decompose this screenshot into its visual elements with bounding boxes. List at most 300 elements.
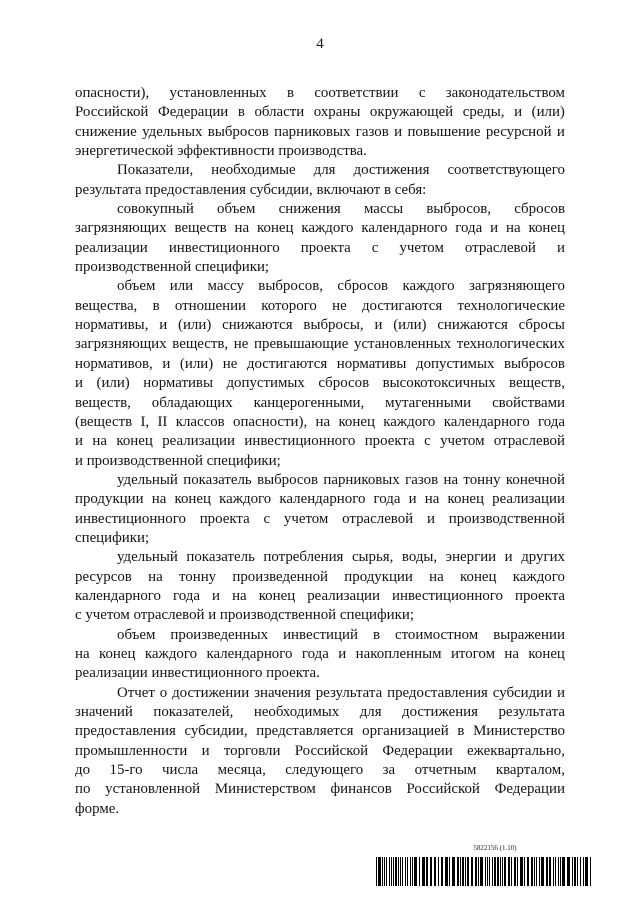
barcode-bar <box>412 857 413 886</box>
word: и <box>338 645 347 662</box>
word: и <box>201 742 210 759</box>
word: инвестиционного <box>75 510 186 527</box>
word: I, <box>140 413 150 430</box>
word: конец <box>174 491 211 508</box>
word: объем <box>217 201 256 218</box>
word: загрязняющего <box>468 278 565 295</box>
word: организацией <box>362 723 449 740</box>
word: инвестиционного <box>244 433 356 450</box>
word: на <box>148 568 163 585</box>
word: не <box>332 297 347 314</box>
word: которого <box>261 297 317 314</box>
word: каждого <box>512 568 565 585</box>
word: показатель <box>186 549 255 566</box>
word: удельный <box>117 549 178 566</box>
word: достижения <box>402 704 478 720</box>
text-line <box>75 200 565 219</box>
word: выбросов <box>503 355 565 372</box>
barcode-bar <box>395 857 397 886</box>
word: сбросов <box>318 375 370 392</box>
word: объем <box>117 626 156 643</box>
barcode-bar <box>400 857 401 886</box>
text-line: результата предоставления субсидии, включают в себя: <box>75 181 427 198</box>
word: месяца, <box>217 762 266 779</box>
word: сбросов <box>337 278 389 295</box>
word: стоимостном <box>394 626 479 643</box>
word: каждого <box>301 220 354 237</box>
barcode-bar <box>511 857 512 886</box>
word: и <box>159 317 168 334</box>
word: значений <box>75 704 133 720</box>
barcode-bar <box>508 857 510 886</box>
text-line <box>75 316 565 335</box>
paragraph-investment-volume <box>75 626 565 684</box>
word: накопленным <box>355 645 442 662</box>
word: веществ, <box>509 375 565 392</box>
word: нормативы, <box>75 317 149 334</box>
barcode-bar <box>531 857 533 886</box>
word: продукции <box>75 491 144 508</box>
word: результата <box>498 704 565 720</box>
page-number: 4 <box>316 36 324 52</box>
word: Российской <box>294 742 369 759</box>
word: для <box>313 162 336 179</box>
word: итогом <box>450 645 495 662</box>
word: проекта <box>364 433 415 450</box>
text-line <box>75 335 565 354</box>
word: 15-го <box>109 762 143 779</box>
barcode-bar <box>585 857 588 886</box>
word: на <box>75 645 90 662</box>
word: нормативы <box>143 375 213 392</box>
barcode-bar <box>546 857 548 886</box>
barcode-bar <box>560 857 561 886</box>
word: показателей, <box>153 704 234 720</box>
word: массы <box>363 201 404 218</box>
word: года <box>538 413 565 430</box>
word: инвестиций <box>283 626 358 643</box>
word: каждого <box>144 645 198 662</box>
barcode-bar <box>434 857 436 886</box>
word: энергии <box>445 549 497 566</box>
barcode-bar <box>405 857 406 886</box>
barcode-bar <box>527 857 529 886</box>
word: финансов <box>330 781 392 798</box>
barcode-bar <box>384 857 385 886</box>
word: учетом <box>440 433 485 450</box>
word: объем <box>117 278 156 295</box>
word: инвестиционного <box>392 587 503 604</box>
word: снижаются <box>222 317 293 334</box>
barcode-bar <box>441 857 443 886</box>
word: снижение <box>75 123 137 140</box>
text-line <box>75 355 565 374</box>
word: учетом <box>399 239 444 256</box>
word: массу <box>207 278 244 295</box>
word: Министерство <box>473 723 565 740</box>
word: (или) <box>179 355 214 372</box>
word: на <box>504 645 519 662</box>
word: ресурсной <box>485 123 552 140</box>
word: и <box>394 123 403 140</box>
word: установленной <box>105 781 201 798</box>
word: каждого <box>383 413 436 430</box>
word: нормативов, <box>75 355 153 372</box>
word: загрязняющих <box>75 336 167 353</box>
word: конец <box>528 645 565 662</box>
word: отраслевой <box>493 433 565 450</box>
word: высокотоксичных <box>382 375 496 392</box>
word: окружающей <box>369 104 454 121</box>
paragraph-report-submission <box>75 684 565 819</box>
word: для <box>359 704 382 720</box>
word: с <box>371 239 379 256</box>
word: тонну <box>463 471 501 488</box>
barcode-bar <box>457 857 459 886</box>
word: достижения <box>353 162 430 179</box>
word: воды, <box>401 549 438 566</box>
word: удельный <box>117 471 178 488</box>
word: календарного <box>75 587 161 604</box>
word: календарного <box>443 413 530 430</box>
text-line <box>75 703 565 722</box>
barcode-bar <box>520 857 523 886</box>
word: учетом <box>283 510 329 527</box>
word: за <box>382 762 396 779</box>
barcode-bar <box>504 857 506 886</box>
word: классов <box>175 413 225 430</box>
word: (или) <box>393 317 427 334</box>
word: на <box>151 491 167 508</box>
text-line <box>75 684 565 703</box>
word: и <box>374 317 383 334</box>
paragraph-greenhouse-intensity <box>75 471 565 548</box>
word: выбросов <box>207 123 269 140</box>
word: достигаются <box>246 355 328 372</box>
word: календарного <box>206 645 293 662</box>
barcode-bar <box>574 857 576 886</box>
barcode-bar <box>467 857 469 886</box>
barcode-bar <box>471 857 473 886</box>
barcode-bar <box>487 857 488 886</box>
word: в <box>237 104 245 121</box>
word: парниковых <box>274 123 351 140</box>
word: (или) <box>531 104 565 121</box>
text-line: энергетической эффективности производства. <box>75 143 367 160</box>
word: свойствами <box>492 394 565 411</box>
word: отраслевой <box>464 239 536 256</box>
word: сбросы <box>518 317 565 334</box>
word: проекта <box>199 510 250 527</box>
text-line <box>75 568 565 587</box>
word: других <box>521 549 565 566</box>
word: соответствующего <box>447 162 565 179</box>
word: Федерации <box>382 742 453 759</box>
word: II <box>157 413 168 430</box>
barcode-bar <box>410 857 411 886</box>
barcode-bar <box>549 857 551 886</box>
text-line <box>75 780 565 799</box>
barcode-bar <box>462 857 464 886</box>
barcode-bar <box>414 857 417 886</box>
word: сырья, <box>351 549 394 566</box>
word: области <box>254 104 305 121</box>
paragraph-resource-consumption <box>75 548 565 625</box>
word: соответствии <box>314 85 399 101</box>
word: субсидии, <box>184 723 248 740</box>
text-line <box>75 722 565 741</box>
word: мутагенными <box>385 394 472 411</box>
barcode-bar <box>465 857 466 886</box>
barcode-bar <box>378 857 381 886</box>
text-line <box>75 239 565 258</box>
word: на <box>443 471 459 488</box>
barcode-bar <box>553 857 554 886</box>
word: кварталом, <box>495 762 565 779</box>
paragraph-indicators-intro <box>75 161 565 200</box>
text-line <box>75 123 565 142</box>
word: года <box>373 491 401 508</box>
word: календарного <box>279 491 366 508</box>
word: выражении <box>493 626 565 643</box>
text-line <box>75 103 565 122</box>
barcode-bar <box>558 857 559 886</box>
text-line <box>75 471 565 490</box>
word: торговли <box>223 742 281 759</box>
word: не <box>222 355 238 372</box>
word: установленных <box>169 85 267 101</box>
barcode-bar <box>500 857 501 886</box>
word: установленных <box>354 336 452 353</box>
word: календарного <box>361 220 448 237</box>
word: на <box>232 587 247 604</box>
barcode-bar <box>577 857 578 886</box>
word: реализации <box>492 491 565 508</box>
word: продукции <box>344 568 413 585</box>
word: конец <box>258 587 296 604</box>
barcode-bar <box>583 857 584 886</box>
word: выбросов, <box>258 278 323 295</box>
word: показатель <box>183 471 252 488</box>
word: парниковых <box>323 471 400 488</box>
word: Федерации <box>494 781 565 798</box>
word: охраны <box>313 104 361 121</box>
word: представляется <box>256 723 354 740</box>
word: потребления <box>263 549 344 566</box>
word: (веществ <box>75 413 133 430</box>
barcode <box>376 857 592 886</box>
text-line <box>75 161 565 180</box>
word: реализации <box>307 587 380 604</box>
word: конец <box>528 220 565 237</box>
word: повышение <box>407 123 481 140</box>
text-line: производственной специфики; <box>75 259 270 276</box>
document-code: 5822156 (1.10) <box>473 844 517 852</box>
text-line <box>75 510 565 529</box>
barcode-bar <box>407 857 408 886</box>
word: загрязняющих <box>75 220 167 237</box>
word: конец <box>99 645 136 662</box>
barcode-bar <box>539 857 540 886</box>
paragraph-pollutant-volume <box>75 277 565 470</box>
word: (или) <box>96 375 130 392</box>
text-line <box>75 277 565 296</box>
text-line <box>75 413 565 432</box>
text-line: форме. <box>75 800 120 817</box>
word: вещества, <box>75 297 138 314</box>
word: веществ, <box>75 394 131 411</box>
text-line <box>75 742 565 761</box>
word: конечной <box>505 471 565 488</box>
word: технологические <box>457 297 565 314</box>
word: в <box>372 626 380 643</box>
barcode-bar <box>449 857 450 886</box>
word: опасности), <box>233 413 308 430</box>
word: предоставления <box>75 723 176 740</box>
word: Отчет <box>117 684 155 701</box>
barcode-bar <box>430 857 432 886</box>
text-line: и производственной специфики; <box>75 452 281 469</box>
word: на <box>315 413 331 430</box>
word: года <box>455 220 483 237</box>
word: газов <box>355 123 389 140</box>
word: на <box>429 568 444 585</box>
barcode-bar <box>555 857 556 886</box>
barcode-bar <box>393 857 394 886</box>
word: реализации <box>162 433 235 450</box>
word: Российской <box>406 781 480 798</box>
word: субсидии <box>492 684 553 701</box>
word: результата <box>315 684 383 701</box>
word: следующего <box>285 762 364 779</box>
word: газов <box>405 471 439 488</box>
word: среды, <box>462 104 505 121</box>
text-line <box>75 374 565 393</box>
word: и <box>408 491 417 508</box>
word: ресурсов <box>75 568 132 585</box>
word: значения <box>254 684 311 701</box>
text-line <box>75 645 565 664</box>
barcode-bar <box>475 857 477 886</box>
word: в <box>457 723 465 740</box>
text-line <box>75 297 565 316</box>
word: числа <box>162 762 199 779</box>
text-line: с учетом отраслевой и производственной специфики; <box>75 607 414 624</box>
word: конец <box>447 491 485 508</box>
word: и <box>514 104 523 121</box>
word: и <box>556 239 565 256</box>
barcode-bar <box>389 857 390 886</box>
word: конец <box>460 568 497 585</box>
word: каждого <box>402 278 455 295</box>
word: по <box>75 781 91 798</box>
word: достигаются <box>361 297 443 314</box>
word: Федерации <box>157 104 229 121</box>
barcode-bar <box>485 857 486 886</box>
text-line <box>75 587 565 606</box>
word: и <box>557 684 565 701</box>
text-line <box>75 394 565 413</box>
text-line <box>75 84 565 103</box>
word: необходимые <box>211 162 296 179</box>
word: Российской <box>75 104 149 121</box>
word: промышленности <box>75 742 188 759</box>
word: на <box>506 220 521 237</box>
word: инвестиционного <box>168 239 280 256</box>
word: Министерством <box>214 781 316 798</box>
word: с <box>418 85 426 101</box>
barcode-bar <box>534 857 535 886</box>
word: конец <box>257 220 294 237</box>
word: отраслевой <box>342 510 414 527</box>
barcode-bar <box>452 857 455 886</box>
word: веществ, <box>172 336 229 353</box>
word: и <box>75 433 83 450</box>
barcode-bar <box>502 857 503 886</box>
barcode-bar <box>480 857 483 886</box>
word: сбросов <box>514 201 565 218</box>
word: с <box>424 433 431 450</box>
word: и <box>504 549 513 566</box>
word: удельных <box>142 123 203 140</box>
word: каждого <box>219 491 272 508</box>
word: конец <box>338 413 375 430</box>
word: проекта <box>515 587 565 604</box>
word: и <box>426 510 435 527</box>
barcode-bar <box>478 857 479 886</box>
word: выбросы, <box>303 317 364 334</box>
text-line: реализации инвестиционного проекта. <box>75 665 320 682</box>
word: выбросов <box>257 471 319 488</box>
word: канцерогенными, <box>253 394 365 411</box>
word: года <box>173 587 200 604</box>
barcode-bar <box>419 857 420 886</box>
paragraph-total-reduction <box>75 200 565 277</box>
word: выбросов, <box>426 201 492 218</box>
word: и <box>490 220 499 237</box>
word: допустимых <box>416 355 495 372</box>
barcode-bar <box>489 857 490 886</box>
barcode-bar <box>492 857 493 886</box>
word: в <box>286 85 294 101</box>
word: реализации <box>75 239 148 256</box>
barcode-bar <box>524 857 525 886</box>
barcode-bar <box>517 857 518 886</box>
word: тонну <box>178 568 217 585</box>
paragraph-continuation <box>75 84 565 161</box>
barcode-bar <box>391 857 392 886</box>
word: допустимых <box>226 375 305 392</box>
word: произведенных <box>170 626 269 643</box>
barcode-bar <box>536 857 537 886</box>
word: снижения <box>278 201 341 218</box>
barcode-bar <box>382 857 383 886</box>
barcode-bar <box>422 857 425 886</box>
word: (или) <box>178 317 212 334</box>
word: необходимых <box>253 704 340 720</box>
word: опасности), <box>75 85 150 101</box>
word: веществ <box>174 220 227 237</box>
document-body <box>75 84 565 819</box>
barcode-bar <box>590 857 591 886</box>
text-line <box>75 490 565 509</box>
word: не <box>233 336 249 353</box>
barcode-bar <box>460 857 461 886</box>
barcode-bar <box>567 857 570 886</box>
barcode-bar <box>497 857 499 886</box>
word: и <box>162 355 171 372</box>
word: технологических <box>456 336 565 353</box>
